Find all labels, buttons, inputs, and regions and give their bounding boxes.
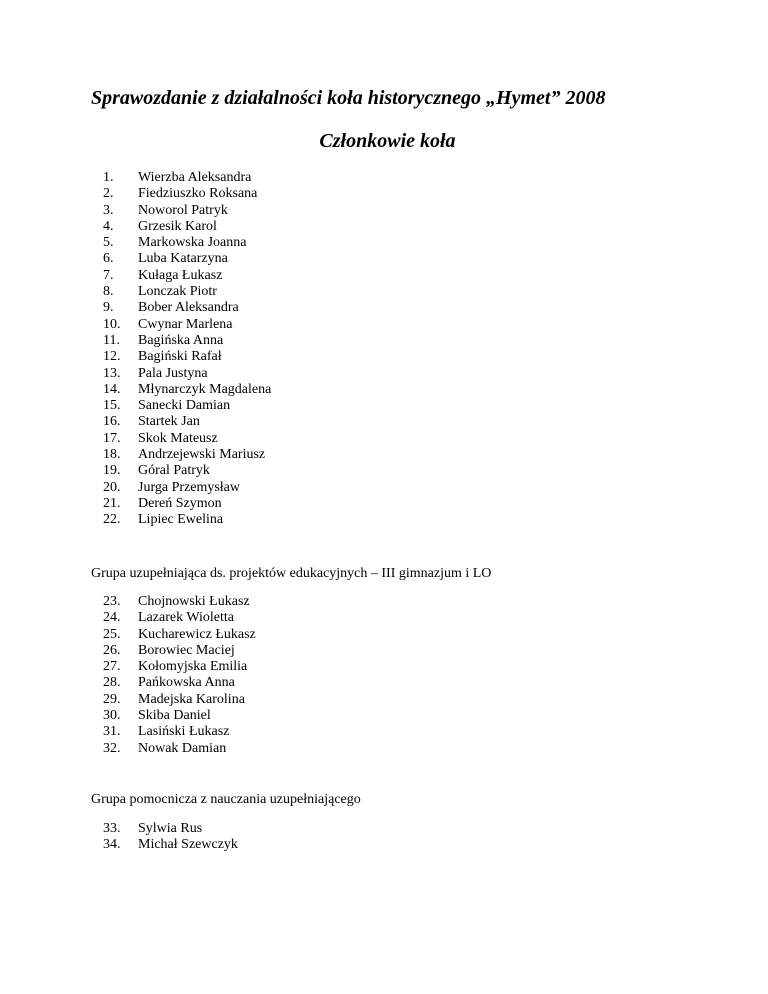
- list-item: [103, 610, 256, 626]
- member-name: Młynarczyk Magdalena: [138, 381, 272, 397]
- member-name: Dereń Szymon: [138, 495, 222, 511]
- list-item: [103, 431, 271, 447]
- member-name: Lasiński Łukasz: [138, 724, 230, 740]
- item-number: 22.: [103, 512, 121, 528]
- members-list: [103, 170, 271, 529]
- list-item: [103, 480, 271, 496]
- item-number: 19.: [103, 463, 121, 479]
- item-number: 34.: [103, 837, 121, 853]
- member-name: Markowska Joanna: [138, 235, 247, 251]
- group1-title: Grupa uzupełniająca ds. projektów edukacyjnych – III gimnazjum i LO: [91, 566, 492, 581]
- list-item: [103, 496, 271, 512]
- list-item: [103, 659, 256, 675]
- member-name: Noworol Patryk: [138, 202, 228, 218]
- list-item: [103, 708, 256, 724]
- list-item: [103, 414, 271, 430]
- list-item: [103, 251, 271, 267]
- item-number: 23.: [103, 594, 121, 609]
- item-number: 18.: [103, 447, 121, 463]
- list-item: [103, 317, 271, 333]
- member-name: Skiba Daniel: [138, 708, 211, 724]
- item-number: 2.: [103, 186, 114, 202]
- member-name: Michał Szewczyk: [138, 837, 238, 853]
- item-number: 33.: [103, 821, 121, 836]
- list-item: [103, 333, 271, 349]
- item-number: 25.: [103, 626, 121, 642]
- item-number: 21.: [103, 495, 121, 511]
- list-item: [103, 741, 256, 757]
- item-number: 11.: [103, 332, 120, 348]
- item-number: 16.: [103, 414, 121, 430]
- list-item: [103, 675, 256, 691]
- item-number: 13.: [103, 365, 121, 381]
- member-name: Bober Aleksandra: [138, 300, 239, 316]
- item-number: 10.: [103, 316, 121, 332]
- member-name: Skok Mateusz: [138, 430, 218, 446]
- list-item: [103, 463, 271, 479]
- list-item: [103, 300, 271, 316]
- member-name: Cwynar Marlena: [138, 316, 233, 332]
- item-number: 8.: [103, 284, 114, 300]
- member-name: Grzesik Karol: [138, 218, 217, 234]
- member-name: Lazarek Wioletta: [138, 610, 234, 626]
- member-name: Jurga Przemysław: [138, 479, 240, 495]
- list-item: [103, 512, 271, 528]
- item-number: 27.: [103, 659, 121, 675]
- item-number: 4.: [103, 218, 114, 234]
- item-number: 32.: [103, 740, 121, 756]
- member-name: Kołomyjska Emilia: [138, 659, 248, 675]
- member-name: Wierzba Aleksandra: [138, 170, 252, 185]
- item-number: 28.: [103, 675, 121, 691]
- member-name: Kułaga Łukasz: [138, 267, 223, 283]
- item-number: 17.: [103, 430, 121, 446]
- members-heading-text: Członkowie koła: [319, 130, 456, 152]
- member-name: Luba Katarzyna: [138, 251, 228, 267]
- list-item: [103, 186, 271, 202]
- item-number: 29.: [103, 691, 121, 707]
- member-name: Sanecki Damian: [138, 398, 231, 414]
- item-number: 26.: [103, 642, 121, 658]
- item-number: 14.: [103, 381, 121, 397]
- member-name: Sylwia Rus: [138, 821, 203, 836]
- list-item: [103, 447, 271, 463]
- list-item: [103, 382, 271, 398]
- list-item: [103, 692, 256, 708]
- member-name: Chojnowski Łukasz: [138, 594, 250, 609]
- item-number: 31.: [103, 724, 121, 740]
- member-name: Bagiński Rafał: [138, 349, 222, 365]
- list-item: [103, 219, 271, 235]
- item-number: 3.: [103, 202, 114, 218]
- document-title: Sprawozdanie z działalności koła historycznego „Hymet” 2008: [91, 87, 606, 109]
- group2-title: Grupa pomocnicza z nauczania uzupełniającego: [91, 792, 361, 807]
- list-item: [103, 170, 271, 186]
- list-item: [103, 203, 271, 219]
- member-name: Lonczak Piotr: [138, 284, 217, 300]
- member-name: Lipiec Ewelina: [138, 512, 224, 528]
- item-number: 7.: [103, 267, 114, 283]
- item-number: 30.: [103, 708, 121, 724]
- list-item: [103, 268, 271, 284]
- list-item: [103, 349, 271, 365]
- list-item: [103, 643, 256, 659]
- list-item: [103, 724, 256, 740]
- item-number: 5.: [103, 235, 114, 251]
- member-name: Startek Jan: [138, 414, 200, 430]
- member-name: Andrzejewski Mariusz: [138, 447, 266, 463]
- group1-list: [103, 594, 256, 757]
- list-item: [103, 366, 271, 382]
- member-name: Fiedziuszko Roksana: [138, 186, 258, 202]
- members-heading: [0, 129, 768, 153]
- member-name: Nowak Damian: [138, 740, 227, 756]
- member-name: Bagińska Anna: [138, 332, 224, 348]
- item-number: 12.: [103, 349, 121, 365]
- item-number: 1.: [103, 170, 114, 185]
- list-item: [103, 235, 271, 251]
- member-name: Pala Justyna: [138, 365, 208, 381]
- list-item: [103, 627, 256, 643]
- list-item: [103, 821, 238, 837]
- list-item: [103, 284, 271, 300]
- group2-list: [103, 821, 238, 854]
- list-item: [103, 837, 238, 853]
- item-number: 15.: [103, 398, 121, 414]
- item-number: 9.: [103, 300, 114, 316]
- list-item: [103, 594, 256, 610]
- member-name: Góral Patryk: [138, 463, 210, 479]
- member-name: Pańkowska Anna: [138, 675, 235, 691]
- item-number: 20.: [103, 479, 121, 495]
- item-number: 6.: [103, 251, 114, 267]
- member-name: Borowiec Maciej: [138, 642, 235, 658]
- item-number: 24.: [103, 610, 121, 626]
- list-item: [103, 398, 271, 414]
- member-name: Madejska Karolina: [138, 691, 245, 707]
- member-name: Kucharewicz Łukasz: [138, 626, 256, 642]
